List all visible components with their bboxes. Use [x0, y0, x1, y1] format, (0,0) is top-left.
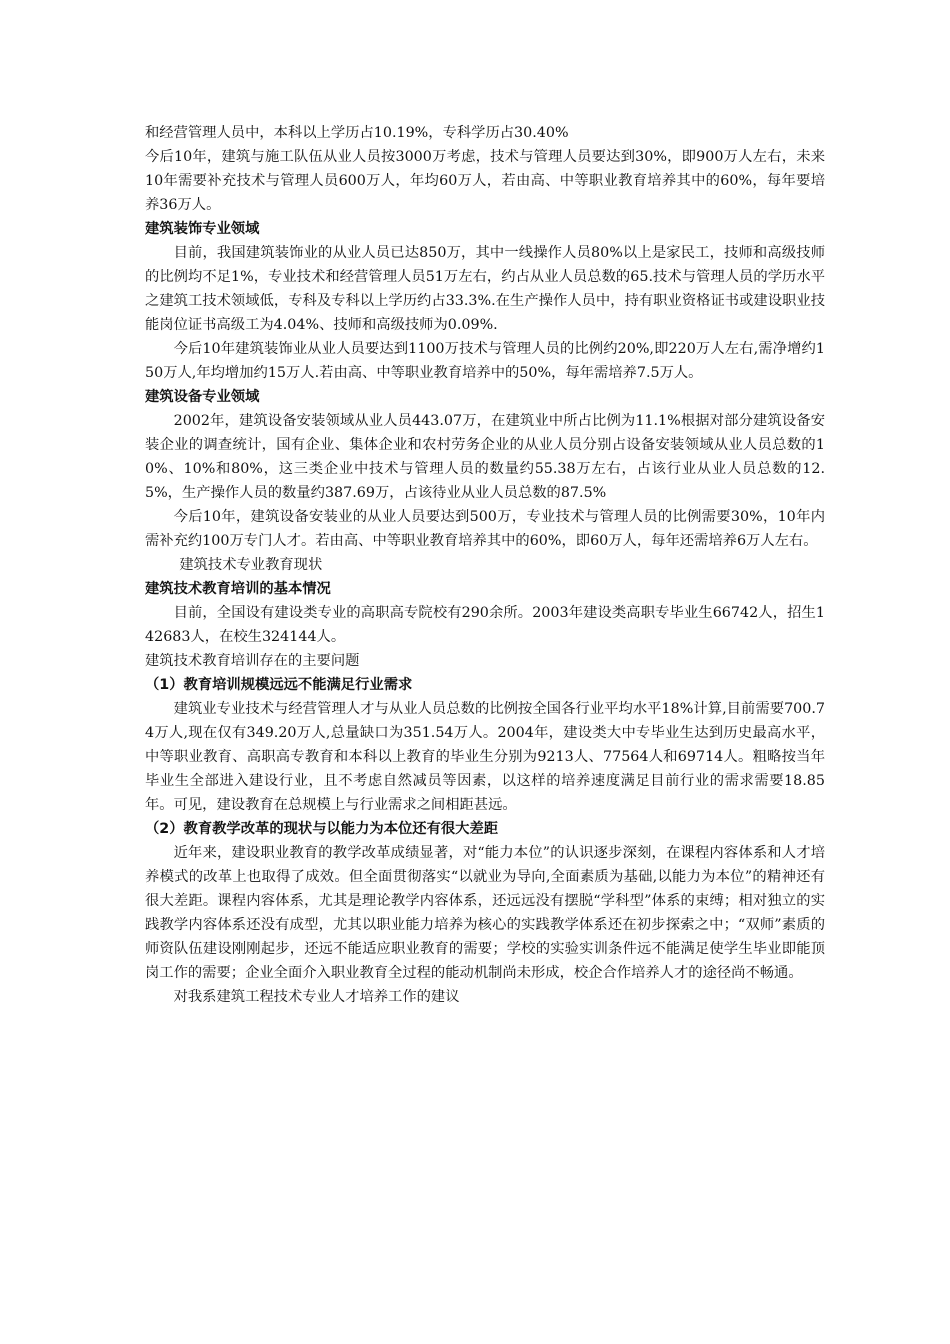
para-intro-continuation: 和经营管理人员中，本科以上学历占10.19%，专科学历占30.40% — [145, 125, 569, 141]
para-training-basics: 目前，全国设有建设类专业的高职高专院校有290余所。2003年建设类高职专毕业生66742人，招生142683人，在校生324144人。 — [145, 605, 825, 645]
para-decoration-forecast: 今后10年建筑装饰业从业人员要达到1100万技术与管理人员的比例约20%,即220万人左右,需净增约150万人,年均增加约15万人.若由高、中等职业教育培养中的50%，每年需培养7.5万人。 — [145, 341, 825, 381]
para-problem-1: 建筑业专业技术与经营管理人才与从业人员总数的比例按全国各行业平均水平18%计算,目前需要700.74万人,现在仅有349.20万人,总量缺口为351.54万人。2004年，建设类大中专毕业生达到历史最高水平，中等职业教育、高职高专教育和本科以上教育的毕业生分别为9213人、77564人和69714人。粗略按当年毕业生全部进入建设行业，且不考虑自然减员等因素，以这样的培养速度满足目前行业的需求需要18.85年。可见，建设教育在总规模上与行业需求之间相距甚远。 — [145, 701, 825, 813]
para-equipment-current: 2002年，建筑设备安装领域从业人员443.07万，在建筑业中所占比例为11.1%根据对部分建筑设备安装企业的调查统计，国有企业、集体企业和农村劳务企业的从业人员分别占设备安装领域从业人员总数的10%、10%和80%，这三类企业中技术与管理人员的数量约55.38万左右，占该行业从业人员总数的12.5%，生产操作人员的数量约387.69万，占该待业从业人员总数的87.5% — [145, 413, 825, 501]
heading-problem-2: （2）教育教学改革的现状与以能力为本位还有很大差距 — [145, 821, 499, 837]
heading-decoration-field: 建筑装饰专业领域 — [145, 221, 260, 237]
subtitle-education-status: 建筑技术专业教育现状 — [179, 557, 323, 573]
para-problem-2: 近年来，建设职业教育的教学改革成绩显著，对“能力本位”的认识逐步深刻，在课程内容体系和人才培养模式的改革上也取得了成效。但全面贯彻落实“以就业为导向,全面素质为基础,以能力为本位”的精神还有很大差距。课程内容体系，尤其是理论教学内容体系，还远远没有摆脱“学科型”体系的束缚；相对独立的实践教学内容体系还没有成型，尤其以职业能力培养为核心的实践教学体系还在初步探索之中；“双师”素质的师资队伍建设刚刚起步，还远不能适应职业教育的需要；学校的实验实训条件远不能满足使学生毕业即能顶岗工作的需要；企业全面介入职业教育全过程的能动机制尚未形成，校企合作培养人才的途径尚不畅通。 — [145, 845, 825, 981]
heading-training-basics: 建筑技术教育培训的基本情况 — [145, 581, 331, 597]
heading-main-problems: 建筑技术教育培训存在的主要问题 — [145, 653, 360, 669]
para-equipment-forecast: 今后10年，建筑设备安装业的从业人员要达到500万，专业技术与管理人员的比例需要30%，10年内需补充约100万专门人才。若由高、中等职业教育培养其中的60%，即60万人，每年还需培养6万人左右。 — [145, 509, 825, 549]
para-construction-forecast: 今后10年，建筑与施工队伍从业人员按3000万考虑，技术与管理人员要达到30%，即900万人左右，未来10年需要补充技术与管理人员600万人，年均60万人，若由高、中等职业教育培养其中的60%，每年要培养36万人。 — [145, 149, 825, 213]
document-page — [145, 121, 825, 1009]
heading-problem-1: （1）教育培训规模远远不能满足行业需求 — [145, 677, 413, 693]
heading-equipment-field: 建筑设备专业领域 — [145, 389, 260, 405]
para-decoration-current: 目前，我国建筑装饰业的从业人员已达850万，其中一线操作人员80%以上是家民工，技师和高级技师的比例均不足1%，专业技术和经营管理人员51万左右，约占从业人员总数的65.技术与管理人员的学历水平之建筑工技术领域低，专科及专科以上学历约占33.3%.在生产操作人员中，持有职业资格证书或建设职业技能岗位证书高级工为4.04%、技师和高级技师为0.09%. — [145, 245, 825, 333]
subtitle-recommendations: 对我系建筑工程技术专业人才培养工作的建议 — [173, 989, 460, 1005]
